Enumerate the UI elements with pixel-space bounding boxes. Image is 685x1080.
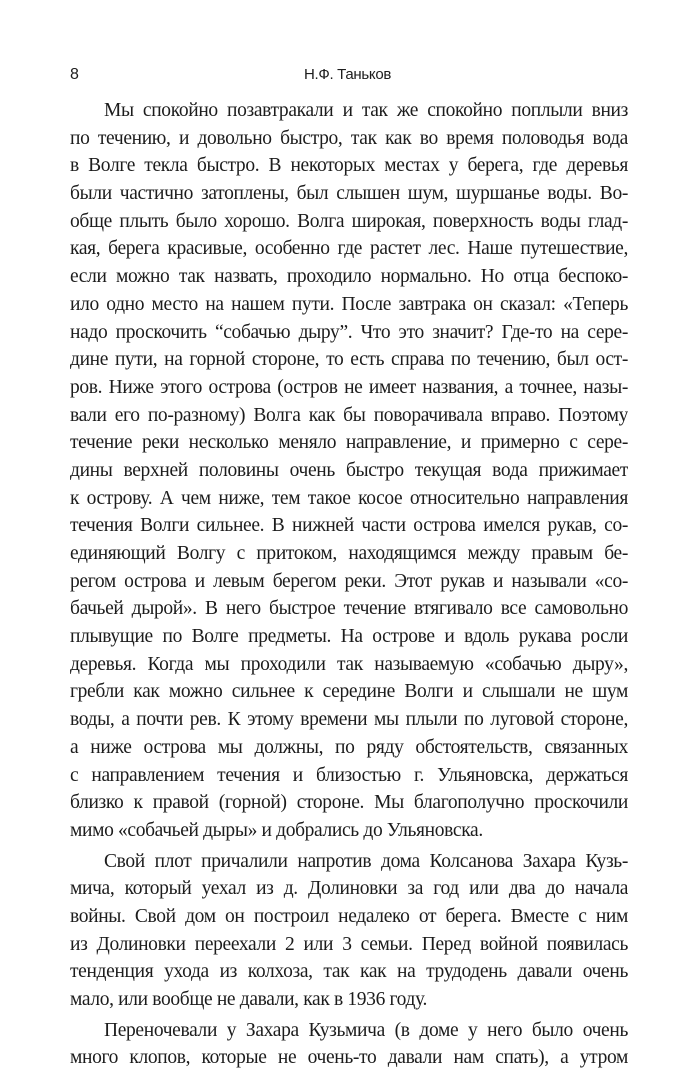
text-line: мимо «собачьей дыры» и добрались до Ульяновска. — [70, 819, 483, 841]
text-line: были частично затоплены, был слышен шум, шуршанье воды. Во- — [70, 183, 628, 205]
text-line: войны. Свой дом он построил недалеко от берега. Вместе с ним — [70, 905, 628, 927]
text-line: мало, или вообще не давали, как в 1936 году. — [70, 989, 428, 1010]
text-line: близко к правой (горной) стороне. Мы благополучно проскочили — [70, 792, 628, 814]
text-line: гребли как можно сильнее к середине Волги и слышали не шум — [70, 681, 628, 703]
text-line: кая, берега красивые, особенно где растет лес. Наше путешествие, — [70, 238, 628, 260]
text-line: к острову. А чем ниже, тем такое косое относительно направления — [70, 487, 628, 509]
text-line: Переночевали у Захара Кузьмича (в доме у него было очень — [104, 1019, 628, 1041]
text-line: если можно так назвать, проходило нормально. Но отца беспоко- — [70, 266, 628, 288]
text-line: вали его по-разному) Волга как бы поворачивала вправо. Поэтому — [70, 404, 628, 426]
text-line: мича, который уехал из д. Долиновки за год или два до начала — [70, 878, 628, 900]
text-line: деревья. Когда мы проходили так называемую «собачью дыру», — [70, 653, 628, 675]
text-line: воды, а почти рев. К этому времени мы плыли по луговой стороне, — [70, 709, 628, 731]
page-number: 8 — [70, 66, 79, 83]
text-line: течение реки несколько меняло направление, и примерно с сере- — [70, 432, 628, 454]
text-line: дины верхней половины очень быстро текущая вода прижимает — [70, 459, 628, 481]
running-head: Н.Ф. Таньков — [303, 66, 392, 83]
paragraph — [70, 1017, 628, 1072]
text-line: Свой плот причалили напротив дома Колсанова Захара Кузь- — [104, 850, 628, 872]
text-line: много клопов, которые не очень-то давали нам спать), а утром — [70, 1047, 628, 1069]
text-line: с направлением течения и близостью г. Ульяновска, держаться — [70, 764, 628, 786]
text-line: ило одно место на нашем пути. После завтрака он сказал: «Теперь — [70, 293, 628, 315]
text-line: обще плыть было хорошо. Волга широкая, поверхность воды глад- — [70, 210, 628, 232]
text-line: тенденция ухода из колхоза, так как на трудодень давали очень — [70, 961, 628, 983]
text-line: ров. Ниже этого острова (остров не имеет названия, а точнее, назы- — [70, 376, 628, 398]
text-line: бачьей дырой». В него быстрое течение втягивало все самовольно — [70, 598, 628, 620]
text-line: плывущие по Волге предметы. На острове и вдоль рукава росли — [70, 626, 628, 648]
paragraph — [70, 97, 628, 845]
text-line: единяющий Волгу с притоком, находящимся между правым бе- — [70, 543, 628, 564]
text-line: дине пути, на горной стороне, то есть справа по течению, был ост- — [70, 349, 628, 371]
text-line: из Долиновки переехали 2 или 3 семьи. Перед войной появилась — [70, 933, 628, 955]
text-line: в Волге текла быстро. В некоторых местах у берега, где деревья — [70, 155, 628, 177]
body-text — [70, 97, 628, 1075]
text-line: регом острова и левым берегом реки. Этот рукав и называли «со- — [70, 570, 628, 592]
text-line: Мы спокойно позавтракали и так же спокойно поплыли вниз — [104, 100, 628, 121]
text-line: а ниже острова мы должны, по ряду обстоятельств, связанных — [70, 736, 628, 758]
paragraph — [70, 848, 628, 1014]
text-line: течения Волги сильнее. В нижней части острова имелся рукав, со- — [70, 515, 628, 537]
text-line: по течению, и довольно быстро, так как во время половодья вода — [70, 127, 628, 149]
text-line: надо проскочить “собачью дыру”. Что это значит? Где-то на сере- — [70, 321, 628, 343]
